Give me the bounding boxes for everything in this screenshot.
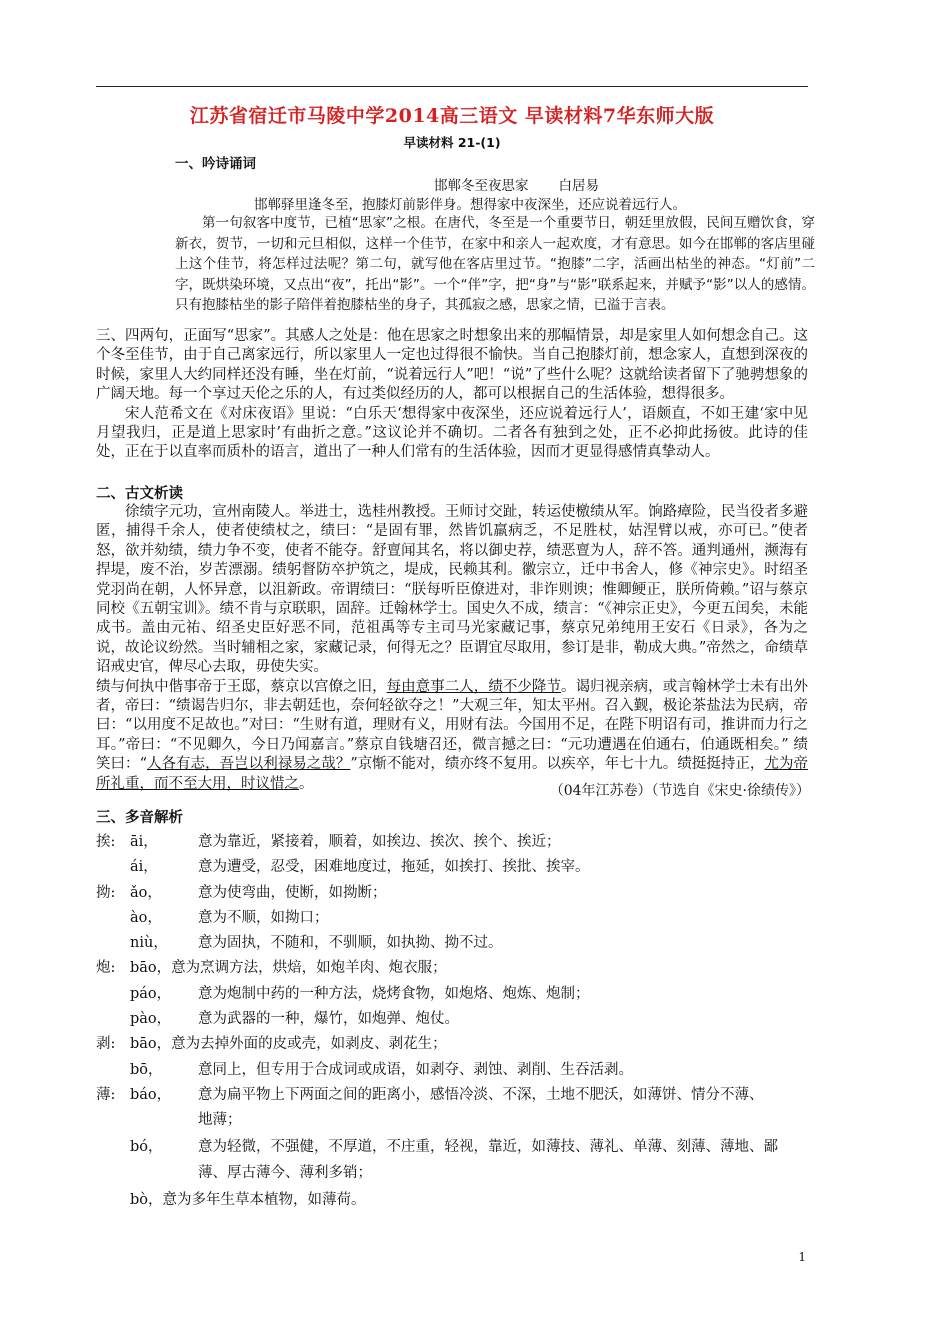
source-citation: （04年江苏卷）（节选自《宋史·徐绩传》） xyxy=(549,783,810,799)
text-run: 。谒归视亲病，或言翰林学士未有出外者，帝曰：“绩谒告归尔，非去朝廷也，奈何轻欲夺之！”大观三年，知太平州。召入觐，极论茶盐法为民病，帝曰：“以用度不足故也。”对曰：“生财有道，理财有义，用财有法。今国用不足，在陛下明诏有司，推讲而力行之耳。”帝曰：“不见卿久，今日乃闻嘉言。”蔡京自钱塘召还，微言撼之曰：“元功遭遇在伯通右，伯通既相矣。” 绩笑曰：“ xyxy=(96,678,808,773)
polyphone-desc: 意为不顺，如拗口； xyxy=(198,909,329,926)
text-run: ”京惭不能对，绩亦终不复用。以疾卒，年七十九。绩挺挺持正， xyxy=(350,756,765,773)
polyphone-pinyin: ào， xyxy=(130,909,162,926)
polyphone-list xyxy=(96,830,808,1213)
poem-author: 白居易 xyxy=(558,178,599,194)
text-run: 绩与何执中偕事帝于王邸，蔡京以宫僚之旧， xyxy=(96,678,387,695)
polyphone-row xyxy=(96,881,808,906)
text-run: 。 xyxy=(299,775,314,792)
polyphone-pinyin: āi， xyxy=(130,834,158,850)
polyphone-row xyxy=(96,1161,808,1188)
polyphone-pinyin: bāo，意为烹调方法，烘焙，如炮羊肉、炮衣服； xyxy=(130,960,447,977)
section3-heading: 三、多音解析 xyxy=(96,810,183,826)
polyphone-pinyin: niù， xyxy=(130,935,168,952)
polyphone-row xyxy=(96,830,808,855)
polyphone-row xyxy=(96,1007,808,1032)
section1-heading: 一、吟诗诵词 xyxy=(175,156,256,172)
commentary-paragraph: 第一句叙客中度节，已植“思家”之根。在唐代，冬至是一个重要节日，朝廷里放假，民间互赠饮食，穿新衣，贺节，一切和元旦相似，这样一个佳节，在家中和亲人一起欢度，才有意思。如今在邯郸的客店里碰上这个佳节，将怎样过法呢？第二句，就写他在客店里过节。“抱膝”二字，活画出枯坐的神态。“灯前”二字，既烘染环境，又点出“夜”，托出“影”。一个“伴”字，把“身”与“影”联系起来，并赋予“影”以人的感情。只有抱膝枯坐的影子陪伴着抱膝枯坐的身子，其孤寂之感，思家之情，已溢于言表。 xyxy=(175,215,815,313)
poem-commentary xyxy=(175,213,815,316)
section2-heading: 二、古文析读 xyxy=(96,486,183,502)
polyphone-row xyxy=(96,1108,808,1135)
polyphone-pinyin: ǎo， xyxy=(130,884,162,901)
polyphone-desc: 意为轻微，不强健，不厚道，不庄重，轻视，靠近，如薄技、薄礼、单薄、刻薄、薄地、鄙 xyxy=(198,1139,778,1156)
page-title: 江苏省宿迁市马陵中学2014高三语文 早读材料7华东师大版 xyxy=(189,105,715,127)
polyphone-row xyxy=(96,1188,808,1213)
analysis-paragraph-3: 宋人范希文在《对床夜语》里说：“白乐天‘想得家中夜深坐，还应说着远行人’，语颇直，不如王建‘家中见月望我归，正是道上思家时’有曲折之意。”这议论并不确切。二者各有独到之处，正不必抑此扬彼。此诗的佳处，正在于以直率而质朴的语言，道出了一种人们常有的生活体验，因而才更显得感情真挚动人。 xyxy=(96,405,808,461)
polyphone-char: 剥: xyxy=(96,1036,116,1053)
underlined-sentence-3: 尤为帝所礼重，而不至大用，时议惜之 xyxy=(96,756,809,792)
polyphone-row xyxy=(96,1032,808,1057)
poem-title-line xyxy=(434,174,599,194)
polyphone-desc: 意为使弯曲，使断，如拗断； xyxy=(198,884,387,901)
poem-text: 邯郸驿里逢冬至，抱膝灯前影伴身。想得家中夜深坐，还应说着远行人。 xyxy=(254,197,686,213)
page-number: 1 xyxy=(798,1250,806,1264)
header-rule xyxy=(96,86,808,87)
polyphone-desc: 意为遭受，忍受，困难地度过，拖延，如挨打、挨批、挨宰。 xyxy=(198,859,590,876)
section1-body xyxy=(96,327,808,463)
polyphone-char: 拗: xyxy=(96,884,116,901)
polyphone-char: 炮: xyxy=(96,960,116,977)
polyphone-pinyin: báo， xyxy=(130,1086,172,1103)
polyphone-pinyin: bó， xyxy=(130,1139,163,1156)
polyphone-desc: 意为炮制中药的一种方法，烧烤食物，如炮烙、炮炼、炮制； xyxy=(198,985,590,1002)
polyphone-pinyin: pào， xyxy=(130,1011,172,1028)
underlined-sentence-1: 每由意事二人，绩不少降节 xyxy=(386,678,561,695)
classical-text xyxy=(96,503,808,794)
polyphone-char: 挨: xyxy=(96,834,116,850)
polyphone-row xyxy=(96,982,808,1007)
polyphone-pinyin: bò，意为多年生草本植物，如薄荷。 xyxy=(130,1191,366,1208)
polyphone-row xyxy=(96,855,808,880)
polyphone-pinyin: bāo，意为去掉外面的皮或壳，如剥皮、剥花生； xyxy=(130,1036,447,1053)
polyphone-pinyin: páo， xyxy=(130,985,172,1002)
polyphone-row xyxy=(96,1135,808,1160)
polyphone-row xyxy=(96,931,808,956)
polyphone-desc: 地薄； xyxy=(198,1112,242,1129)
classical-paragraph-2 xyxy=(96,678,808,794)
page-subtitle: 早读材料 21-(1) xyxy=(403,135,501,150)
polyphone-desc: 意同上，但专用于合成词或成语，如剥夺、剥蚀、剥削、生吞活剥。 xyxy=(198,1061,633,1078)
polyphone-char: 薄: xyxy=(96,1086,116,1103)
polyphone-desc: 意为固执，不随和，不驯顺，如执拗、拗不过。 xyxy=(198,935,503,952)
polyphone-pinyin: bō， xyxy=(130,1061,163,1078)
poem-title: 邯郸冬至夜思家 xyxy=(434,178,529,194)
polyphone-row xyxy=(96,956,808,981)
polyphone-row xyxy=(96,1083,808,1108)
classical-paragraph-1: 徐绩字元功，宣州南陵人。举进士，选桂州教授。王师讨交趾，转运使檄绩从军。饷路瘴险，民当役者多避匿，捕得千余人，使者使绩杖之，绩曰：“是固有罪，然皆饥羸病乏，不足胜杖，姑涅臂以戒，亦可已。”使者怒，欲并劾绩，绩力争不变，使者不能夺。舒亶闻其名，将以御史荐，绩恶亶为人，辞不答。通判通州，濒海有捍堤，废不治，岁苦漂溺。绩躬督防卒护筑之，堤成，民赖其利。徽宗立，迁中书舍人，修《神宗史》。时绍圣党羽尚在朝，人怀异意，以沮新政。帝谓绩曰：“朕每听臣僚进对，非诈则谀；惟卿鲠正，朕所倚赖。”诏与蔡京同校《五朝宝训》。绩不肯与京联职，固辞。迁翰林学士。国史久不成，绩言：“《神宗正史》，今更五闰矣，未能成书。盖由元祐、绍圣史臣好恶不同，范祖禹等专主司马光家藏记事，蔡京兄弟纯用王安石《日录》，各为之说，故论议纷然。当时辅相之家，家藏记录，何得无之？臣谓宜尽取用，参订是非，勒成大典。”帝然之，命绩草诏戒史官，俾尽心去取，毋使失实。 xyxy=(96,504,808,676)
polyphone-row xyxy=(96,906,808,931)
polyphone-row xyxy=(96,1058,808,1083)
underlined-sentence-2: 人各有志，吾岂以利禄易之哉？ xyxy=(146,756,351,773)
polyphone-desc: 意为武器的一种，爆竹，如炮弹、炮仗。 xyxy=(198,1011,459,1028)
polyphone-pinyin: ái， xyxy=(130,859,158,876)
polyphone-desc: 意为扁平物上下两面之间的距离小，感悟冷淡、不深，土地不肥沃，如薄饼、情分不薄、 xyxy=(198,1086,764,1103)
polyphone-desc: 薄、厚古薄今、薄利多销； xyxy=(198,1164,372,1181)
analysis-paragraph-2: 三、四两句，正面写“思家”。其感人之处是：他在思家之时想象出来的那幅情景，却是家里人如何想念自己。这个冬至佳节，由于自己离家远行，所以家里人一定也过得很不愉快。当自己抱膝灯前，想念家人，直想到深夜的时候，家里人大约同样还没有睡，坐在灯前，“说着远行人”吧！“说”了些什么呢？这就给读者留下了驰骋想象的广阔天地。每一个享过天伦之乐的人，有过类似经历的人，都可以根据自己的生活体验，想得很多。 xyxy=(96,328,808,403)
polyphone-desc: 意为靠近，紧接着，顺着，如挨边、挨次、挨个、挨近； xyxy=(198,834,561,850)
